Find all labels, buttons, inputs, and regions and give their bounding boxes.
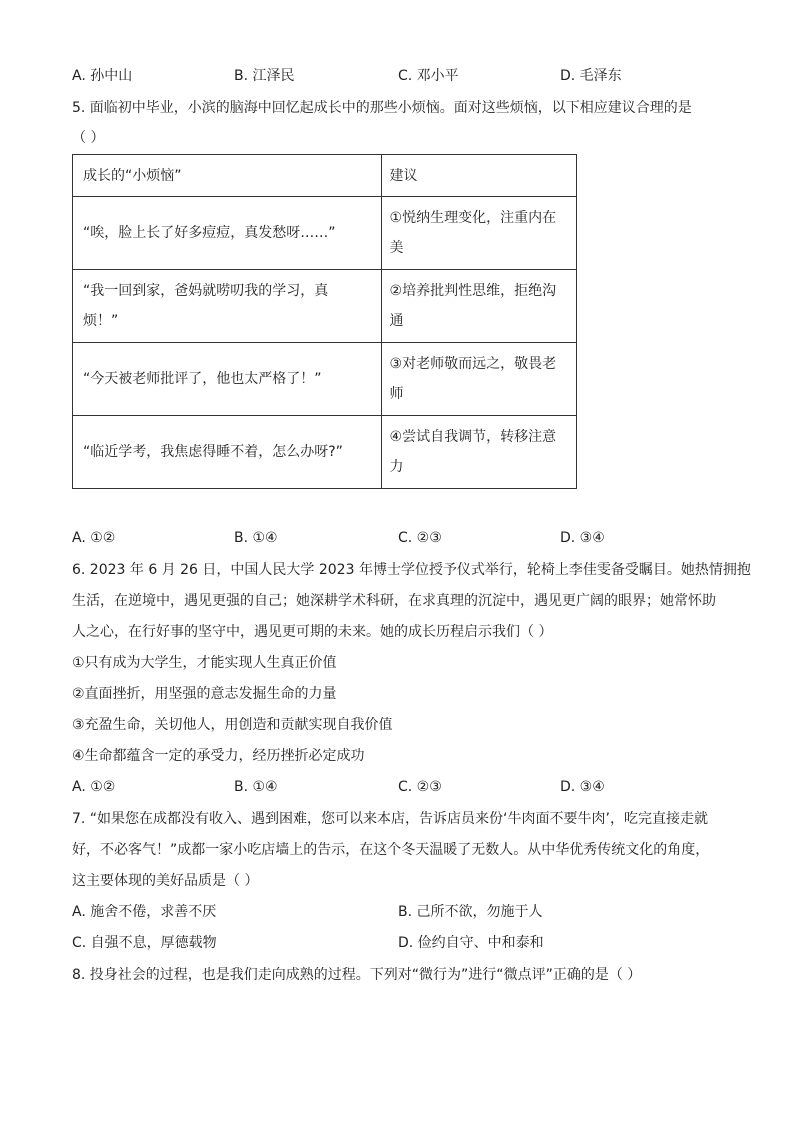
q4-option-c: C. 邓小平 (398, 68, 459, 84)
q5-stem: 5. 面临初中毕业，小滨的脑海中回忆起成长中的那些小烦恼。面对这些烦恼，以下相应建议合理的是 (72, 100, 692, 116)
q7-stem-line: 这主要体现的美好品质是（ ） (72, 873, 259, 889)
q4-option-b: B. 江泽民 (234, 68, 295, 84)
q6-option-c: C. ②③ (398, 779, 442, 795)
table-cell-advice (381, 416, 576, 489)
q6-option-b: B. ①④ (234, 779, 278, 795)
table-cell-worry (73, 343, 382, 416)
advice-line: ④尝试自我调节，转移注意 (389, 429, 557, 445)
q5-option-b: B. ①④ (234, 530, 278, 546)
table-cell-advice (381, 270, 576, 343)
table-cell-worry (73, 270, 382, 343)
q6-item: ①只有成为大学生，才能实现人生真正价值 (72, 655, 337, 671)
worry-line: “我一回到家，爸妈就唠叨我的学习，真 (83, 283, 329, 299)
advice-line: ②培养批判性思维，拒绝沟 (389, 283, 557, 299)
q7-stem-line: 好，不必客气！”成都一家小吃店墙上的告示，在这个冬天温暖了无数人。从中华优秀传统文化的角度， (72, 842, 710, 858)
q6-stem-line: 生活，在逆境中，遇见更强的自己；她深耕学术科研，在求真理的沉淀中，遇见更广阔的眼界；她常怀助 (72, 593, 716, 609)
q7-option-b: B. 己所不欲，勿施于人 (398, 904, 543, 920)
q6-item: ③充盈生命，关切他人，用创造和贡献实现自我价值 (72, 717, 393, 733)
worry-text: “唉，脸上长了好多痘痘，真发愁呀……” (83, 225, 336, 241)
q6-option-d: D. ③④ (560, 779, 605, 795)
table-cell-worry (73, 416, 382, 489)
table-row (73, 343, 577, 416)
worry-line: 烦！” (83, 313, 119, 329)
worry-text: “临近学考，我焦虑得睡不着，怎么办呀?” (83, 444, 343, 460)
q5-stem-paren: （ ） (72, 130, 105, 146)
table-cell-advice (381, 343, 576, 416)
advice-line: 力 (389, 459, 404, 475)
q6-stem-line: 人之心，在行好事的坚守中，遇见更可期的未来。她的成长历程启示我们（ ） (72, 624, 553, 640)
table-cell-advice (381, 197, 576, 270)
q7-stem-line: 7. “如果您在成都没有收入、遇到困难，您可以来本店，告诉店员来份‘牛肉面不要牛肉’，吃完直接走就 (72, 811, 708, 827)
table-row (73, 270, 577, 343)
q4-option-a: A. 孙中山 (72, 68, 133, 84)
q6-option-a: A. ①② (72, 779, 116, 795)
table-cell-worry (73, 197, 382, 270)
table-header-worry: 成长的“小烦恼” (73, 155, 382, 197)
q5-table (72, 154, 577, 489)
table-header-row (73, 155, 577, 197)
worry-text: “今天被老师批评了，他也太严格了！” (83, 371, 322, 387)
advice-line: ③对老师敬而远之，敬畏老 (389, 356, 557, 372)
q5-option-a: A. ①② (72, 530, 116, 546)
q8-stem: 8. 投身社会的过程，也是我们走向成熟的过程。下列对“微行为”进行“微点评”正确的是（ ） (72, 967, 642, 983)
q7-option-a: A. 施舍不倦，求善不厌 (72, 904, 217, 920)
advice-line: ①悦纳生理变化，注重内在 (389, 210, 557, 226)
q4-option-d: D. 毛泽东 (560, 68, 622, 84)
q6-item: ④生命都蕴含一定的承受力，经历挫折必定成功 (72, 748, 365, 764)
advice-line: 通 (389, 313, 404, 329)
advice-line: 美 (389, 240, 404, 256)
q7-option-d: D. 俭约自守、中和泰和 (398, 935, 544, 951)
q5-option-c: C. ②③ (398, 530, 442, 546)
q6-stem-line: 6. 2023 年 6 月 26 日，中国人民大学 2023 年博士学位授予仪式举行，轮椅上李佳雯备受瞩目。她热情拥抱 (72, 562, 751, 578)
q6-item: ②直面挫折，用坚强的意志发掘生命的力量 (72, 686, 337, 702)
table-header-advice: 建议 (381, 155, 576, 197)
table-row (73, 197, 577, 270)
q7-option-c: C. 自强不息，厚德载物 (72, 935, 217, 951)
q5-option-d: D. ③④ (560, 530, 605, 546)
table-row (73, 416, 577, 489)
advice-line: 师 (389, 386, 404, 402)
